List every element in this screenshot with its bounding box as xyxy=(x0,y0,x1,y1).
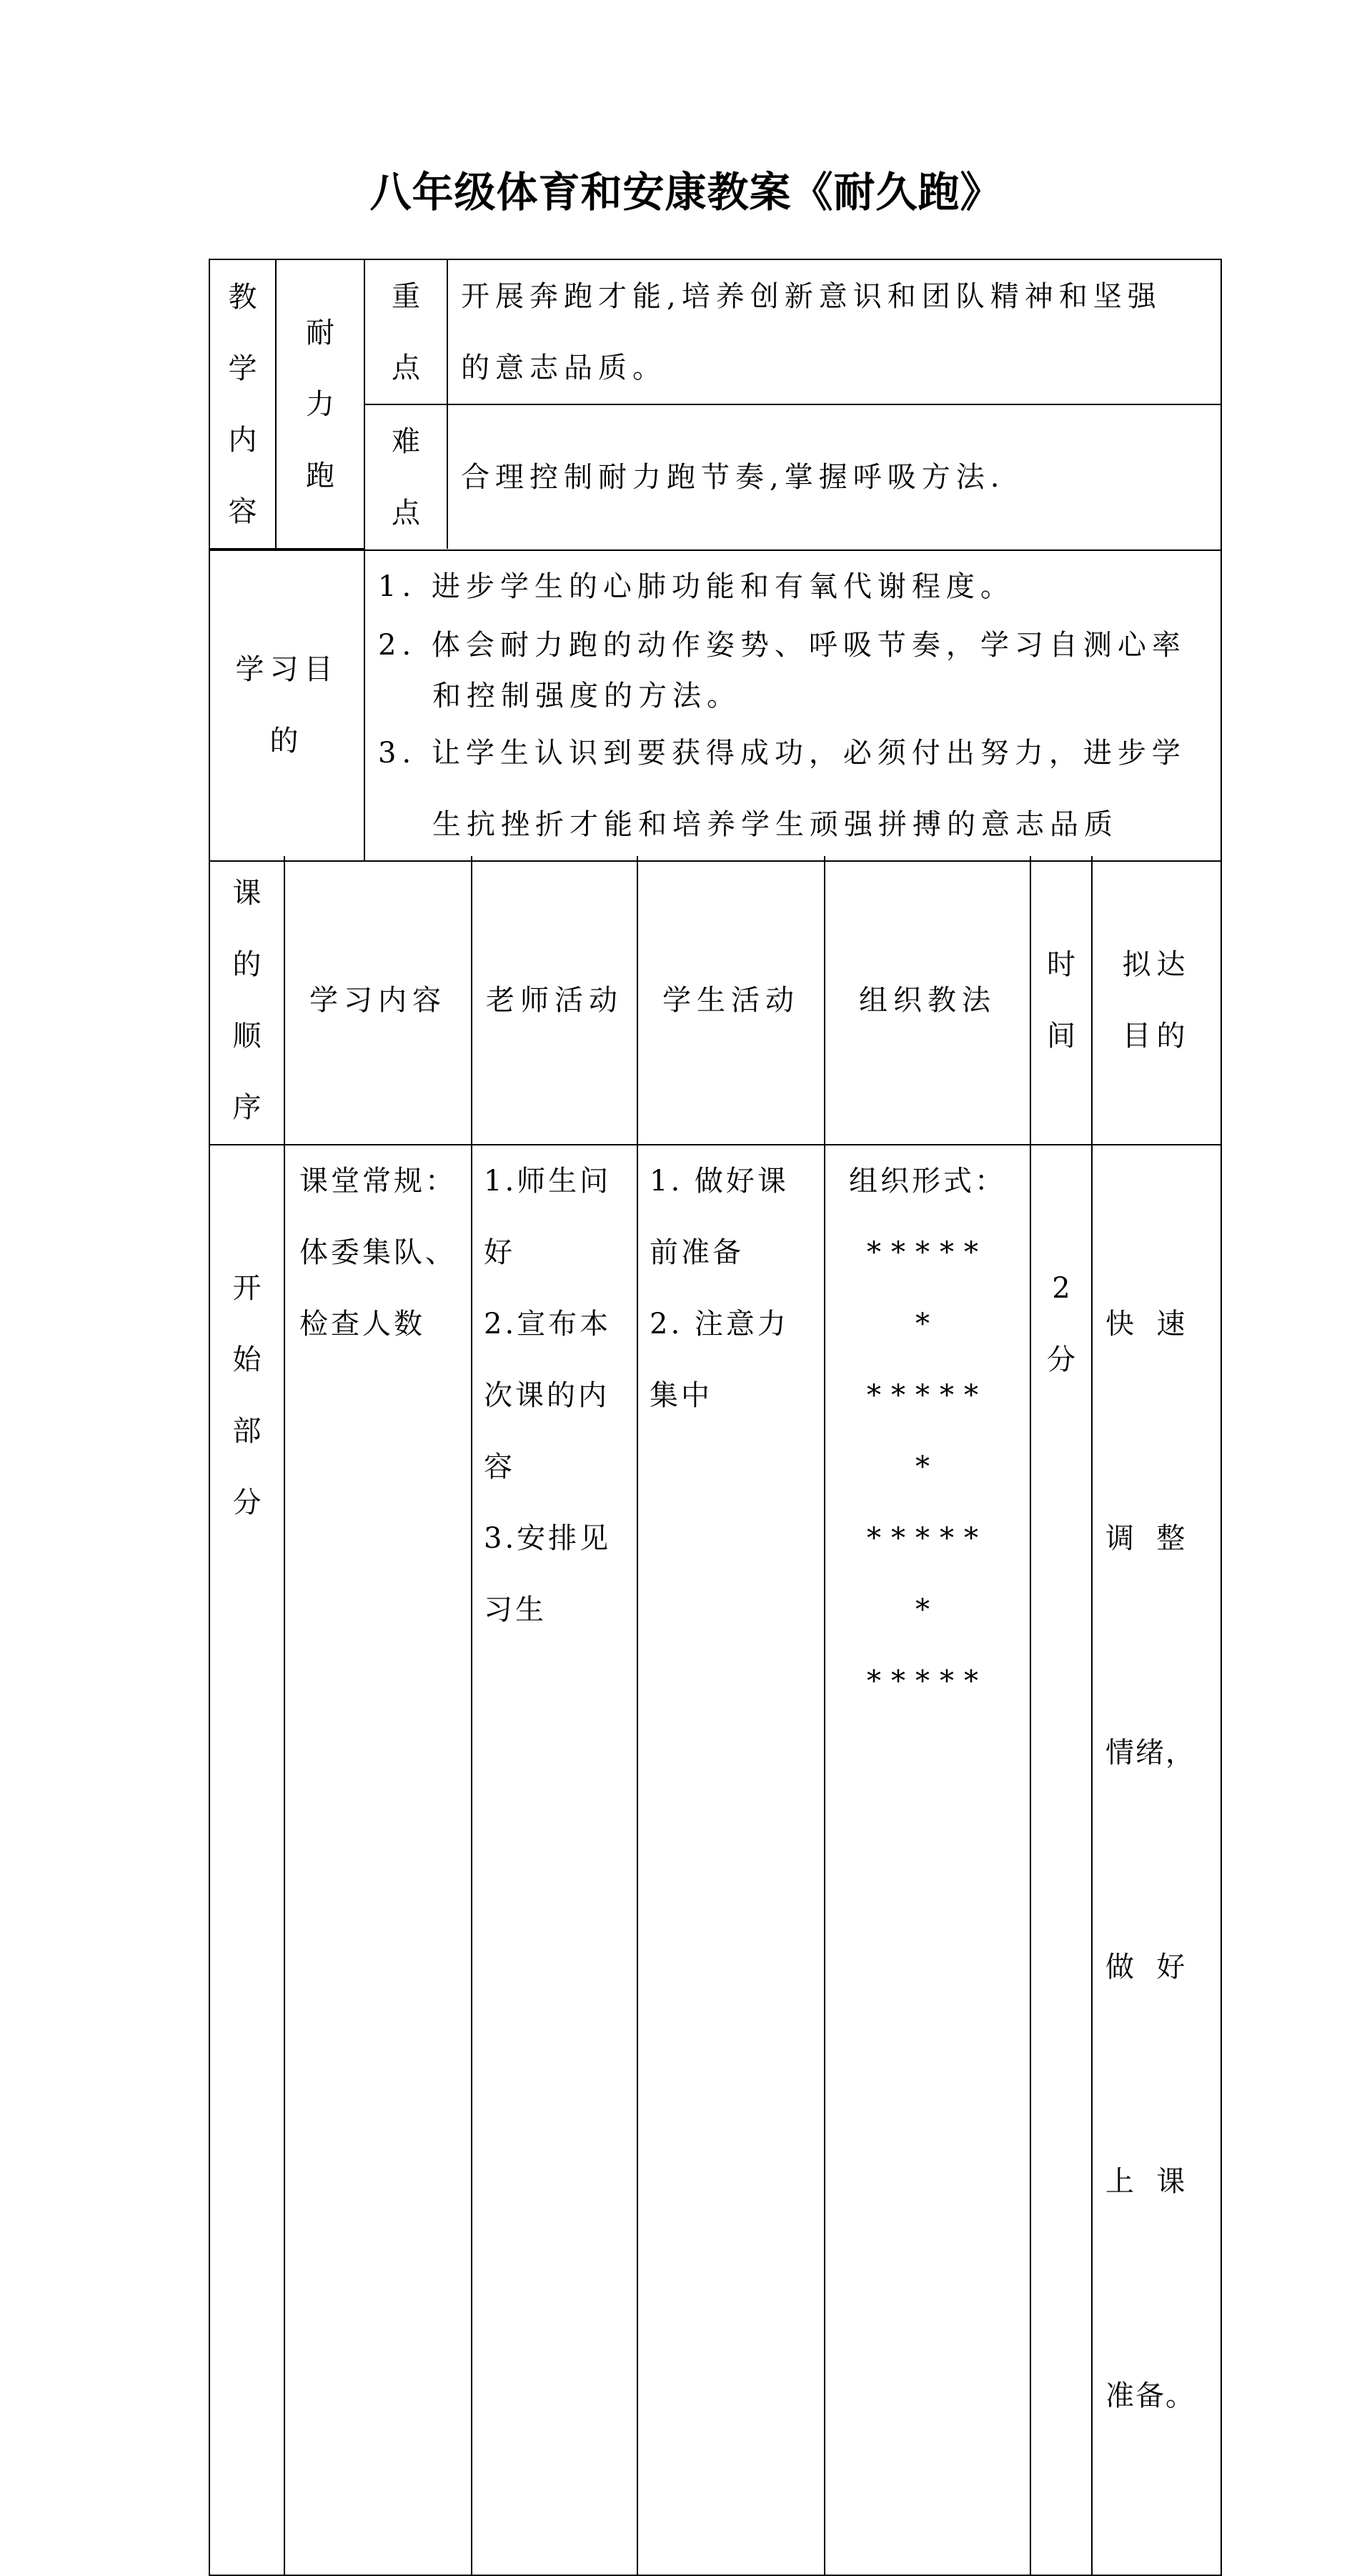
row-content-line: 检查人数 xyxy=(299,1308,425,1341)
row-method-cell xyxy=(825,1145,1030,2575)
row-goal-line: 快 速 xyxy=(1105,1308,1187,1341)
section-cell xyxy=(210,1145,284,2575)
row-teacher-line: 2.宣布本 xyxy=(484,1308,612,1341)
topic-char: 力 xyxy=(306,387,334,421)
objectives-label-cell xyxy=(210,550,364,860)
header-student: 学生活动 xyxy=(637,856,825,1145)
header-order-char: 课 xyxy=(232,876,262,910)
row-student-line: 2. 注意力 xyxy=(650,1308,789,1341)
row-goal-line: 上 课 xyxy=(1105,2165,1187,2198)
header-time-char: 间 xyxy=(1047,1019,1075,1053)
row-time-line: 2 xyxy=(1052,1272,1070,1305)
content-label-char: 教 xyxy=(228,280,257,314)
row-goal-cell xyxy=(1092,1145,1221,2575)
header-goal-line: 拟达 xyxy=(1122,948,1191,981)
formation-row: ***** xyxy=(867,1522,988,1555)
objective-item-continued: 生抗挫折才能和培养学生顽强拼搏的意志品质 xyxy=(432,808,1118,841)
objectives-table xyxy=(209,550,1222,862)
row-teacher-line: 1.师生问 xyxy=(484,1165,612,1198)
section-char: 部 xyxy=(232,1415,262,1448)
topic-char: 跑 xyxy=(306,459,334,492)
content-label-cell xyxy=(210,260,276,549)
row-content-cell xyxy=(284,1145,472,2575)
row-goal-line: 准备。 xyxy=(1105,2379,1195,2412)
formation-row: ***** xyxy=(867,1665,988,1698)
header-order-char: 序 xyxy=(232,1090,262,1124)
section-char: 始 xyxy=(232,1343,262,1376)
row-student-cell xyxy=(637,1145,825,2575)
formation-row: * xyxy=(915,1593,940,1626)
row-student-line: 前准备 xyxy=(650,1236,744,1269)
row-teacher-line: 次课的内 xyxy=(484,1379,610,1412)
row-time-line: 分 xyxy=(1047,1343,1075,1376)
header-content: 学习内容 xyxy=(284,856,472,1145)
row-time-cell xyxy=(1030,1145,1092,2575)
formation-row: ***** xyxy=(867,1379,988,1412)
header-time-cell xyxy=(1030,856,1092,1145)
row-student-line: 集中 xyxy=(650,1379,712,1412)
row-teacher-line: 好 xyxy=(484,1236,515,1269)
objectives-label-line: 学习目 xyxy=(235,653,339,686)
row-teacher-line: 习生 xyxy=(484,1593,547,1626)
section-char: 分 xyxy=(232,1486,262,1519)
topic-char: 耐 xyxy=(306,316,334,349)
key-point-label-char: 重 xyxy=(392,279,420,313)
key-point-line: 开展奔跑才能,培养创新意识和团队精神和坚强 xyxy=(461,279,1162,313)
topic-cell xyxy=(276,260,364,549)
objectives-label-line: 的 xyxy=(269,725,304,757)
difficulty-label-char: 点 xyxy=(392,496,420,529)
header-order-char: 顺 xyxy=(232,1019,262,1053)
formation-row: * xyxy=(915,1308,940,1341)
section-char: 开 xyxy=(232,1272,262,1305)
header-teacher: 老师活动 xyxy=(472,856,637,1145)
key-point-label-cell xyxy=(364,260,447,404)
header-goal-cell xyxy=(1092,856,1221,1145)
header-order-char: 的 xyxy=(232,948,262,981)
row-content-line: 体委集队、 xyxy=(299,1236,457,1269)
objective-item: 1. 进步学生的心肺功能和有氧代谢程度。 xyxy=(378,570,1015,603)
header-order-cell xyxy=(210,856,284,1145)
row-content-line: 课堂常规： xyxy=(299,1165,457,1198)
page-title: 八年级体育和安康教案《耐久跑》 xyxy=(369,168,1003,217)
row-teacher-line: 3.安排见 xyxy=(484,1522,612,1555)
content-label-char: 内 xyxy=(228,423,257,457)
lesson-procedure-table xyxy=(209,856,1222,2576)
key-point-label-char: 点 xyxy=(392,351,420,384)
header-time-char: 时 xyxy=(1047,948,1075,981)
row-teacher-cell xyxy=(472,1145,637,2575)
header-goal-line: 目的 xyxy=(1122,1019,1191,1053)
formation-row: ***** xyxy=(867,1236,988,1269)
content-label-char: 容 xyxy=(228,494,257,528)
table-row xyxy=(210,1145,1221,2575)
objective-item-continued: 和控制强度的方法。 xyxy=(432,680,741,712)
row-method-line: 组织形式： xyxy=(849,1165,1006,1198)
difficulty-text: 合理控制耐力跑节奏,掌握呼吸方法. xyxy=(447,404,1221,549)
teaching-content-table xyxy=(209,259,1222,551)
objective-item: 2. 体会耐力跑的动作姿势、呼吸节奏，学习自测心率 xyxy=(378,629,1186,662)
row-teacher-line: 容 xyxy=(484,1451,515,1483)
row-goal-line: 情绪， xyxy=(1105,1736,1195,1769)
difficulty-label-char: 难 xyxy=(392,424,420,458)
formation-row: * xyxy=(915,1451,940,1483)
objectives-text-cell xyxy=(364,550,1221,860)
row-student-line: 1. 做好课 xyxy=(650,1165,789,1198)
header-method: 组织教法 xyxy=(825,856,1030,1145)
objective-item: 3. 让学生认识到要获得成功，必须付出努力，进步学 xyxy=(378,737,1186,770)
key-point-text xyxy=(447,260,1221,404)
row-goal-line: 调 整 xyxy=(1105,1522,1187,1555)
content-label-char: 学 xyxy=(228,352,257,385)
row-goal-line: 做 好 xyxy=(1105,1951,1187,1984)
difficulty-label-cell xyxy=(364,404,447,549)
key-point-line: 的意志品质。 xyxy=(461,351,667,384)
